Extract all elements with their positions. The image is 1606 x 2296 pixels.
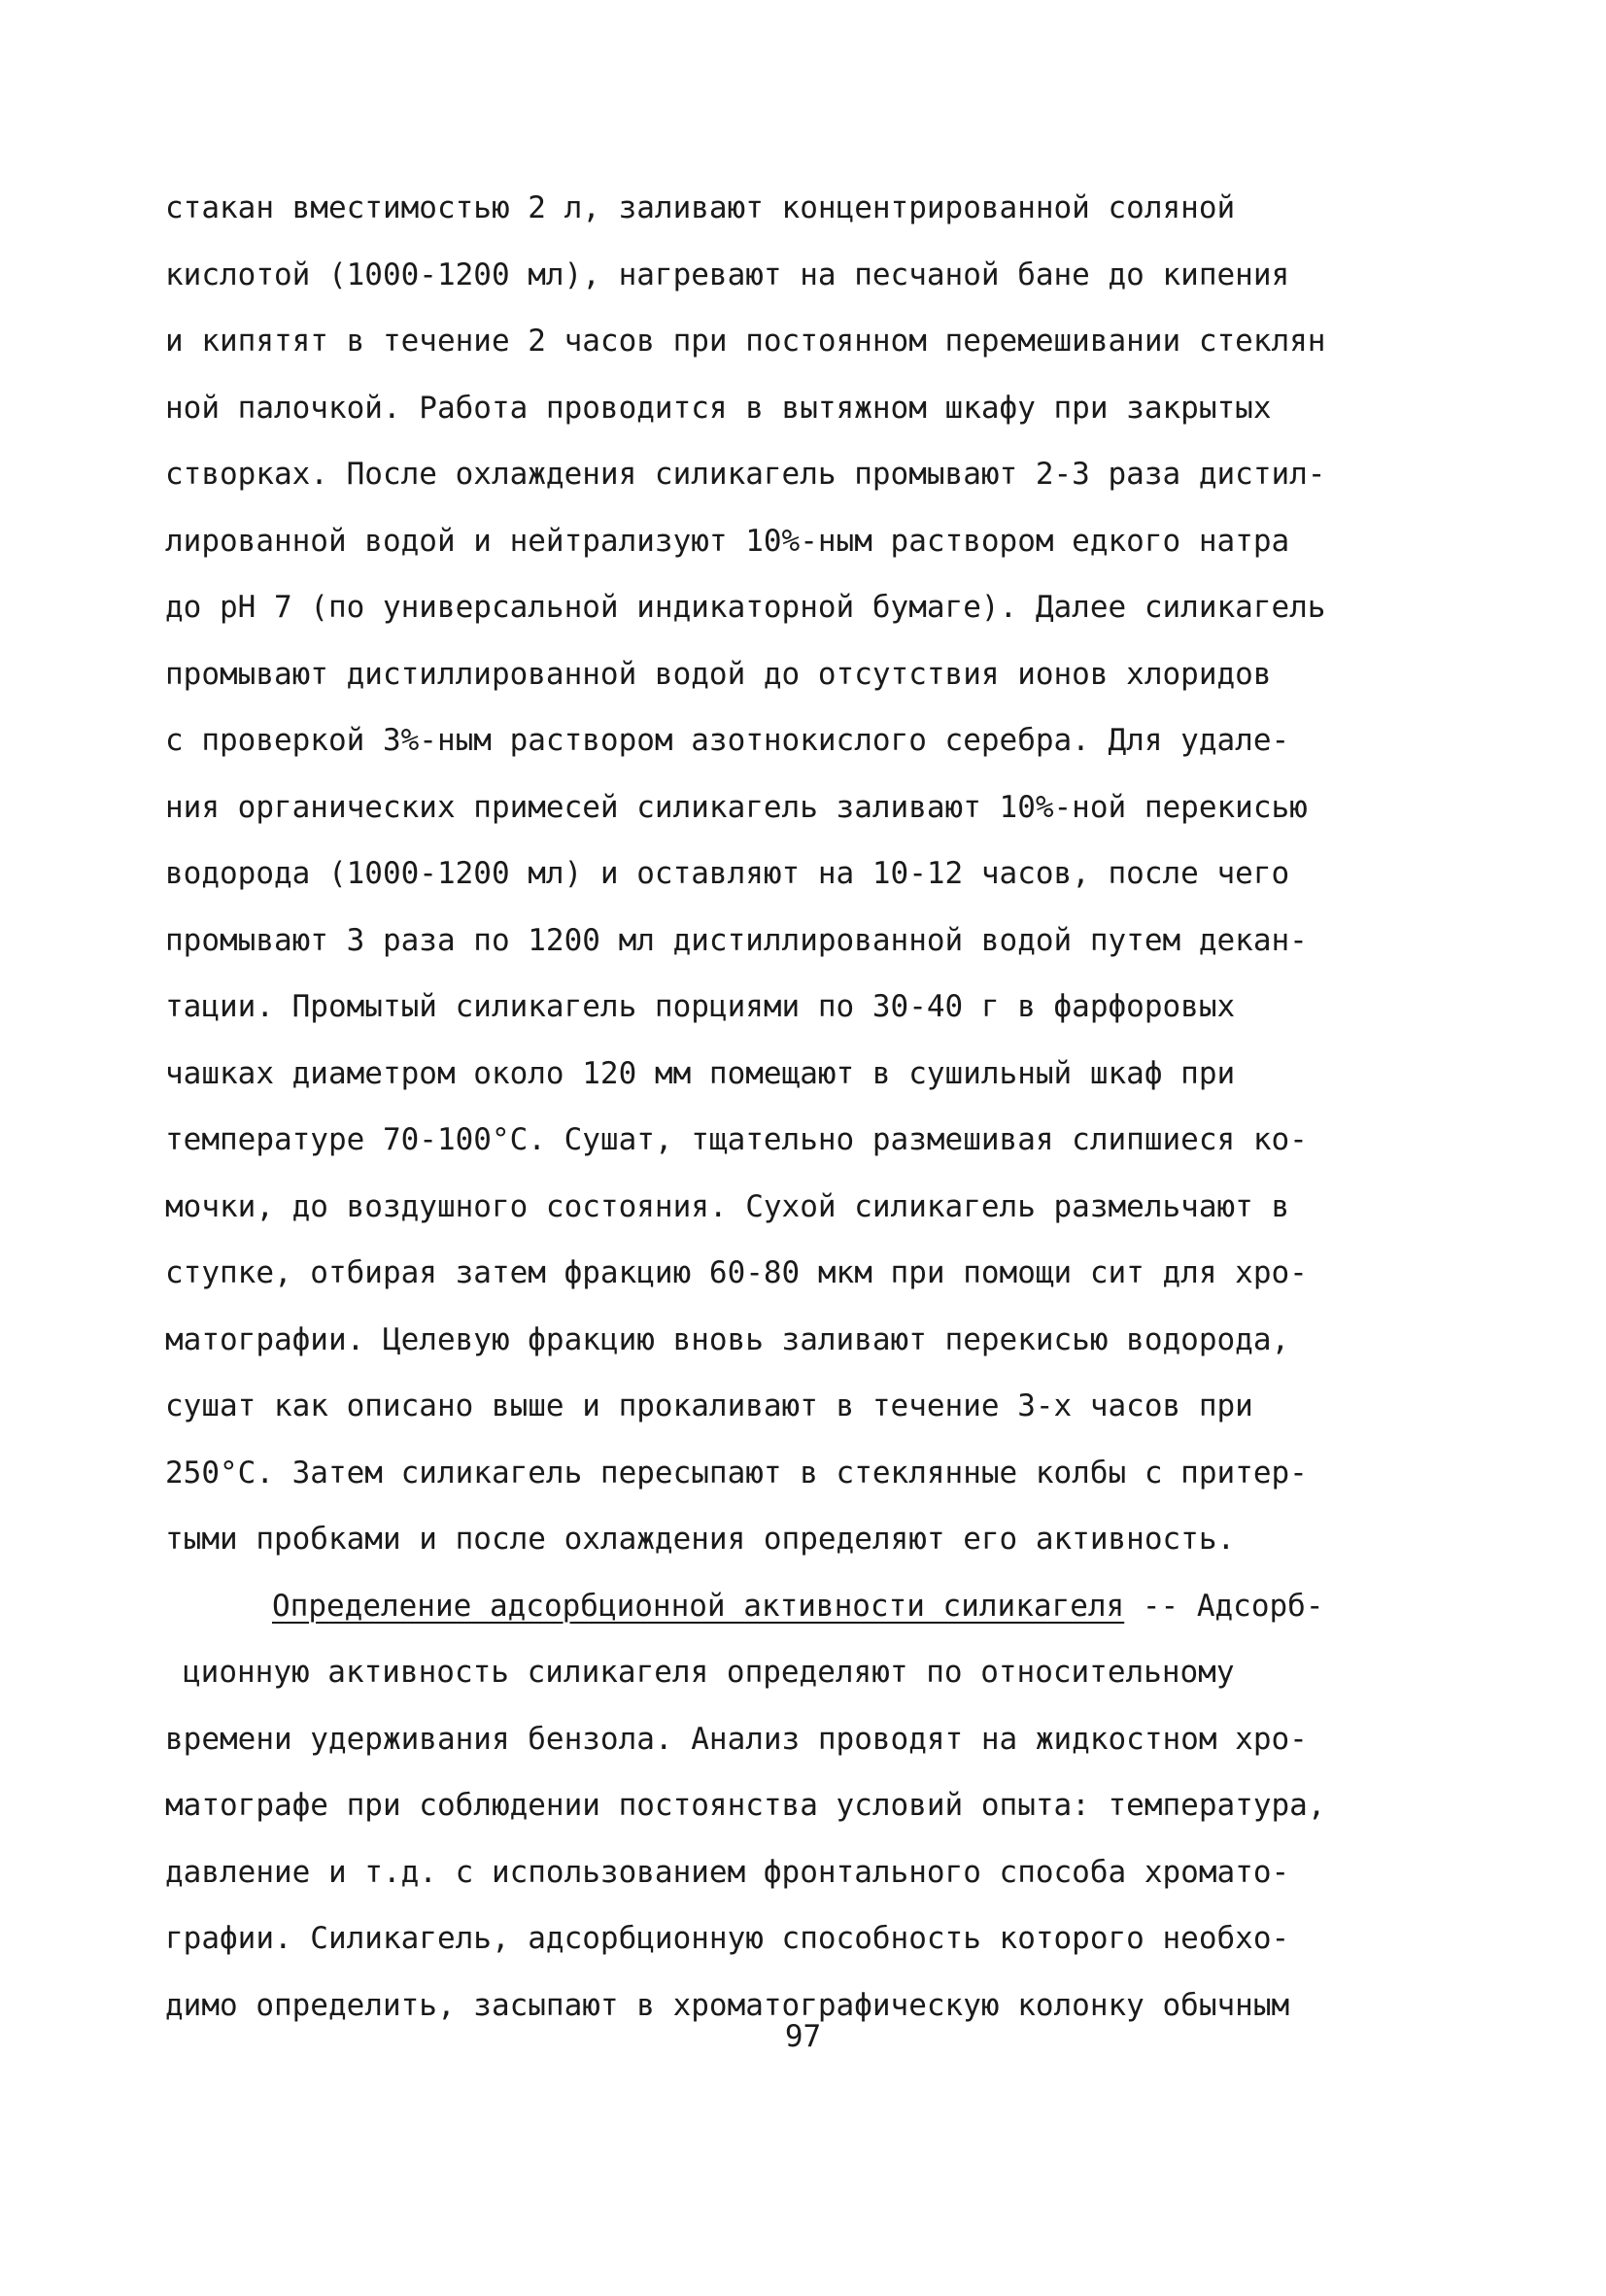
text-line: графии. Силикагель, адсорбционную способность которого необхо- — [165, 1921, 1290, 1956]
text-line: тации. Промытый силикагель порциями по 30-40 г в фарфоровых — [165, 989, 1236, 1024]
text-line: температуре 70-100°С. Сушат, тщательно размешивая слипшиеся ко- — [165, 1122, 1308, 1157]
text-line: матографе при соблюдении постоянства условий опыта: температура, — [165, 1788, 1326, 1823]
text-line: мочки, до воздушного состояния. Сухой силикагель размельчают в — [165, 1188, 1290, 1224]
text-line: ступке, отбирая затем фракцию 60-80 мкм при помощи сит для хро- — [165, 1255, 1308, 1290]
text-line: лированной водой и нейтрализуют 10%-ным раствором едкого натра — [165, 523, 1290, 559]
text-line: стакан вместимостью 2 л, заливают концентрированной соляной — [165, 190, 1236, 225]
section-heading-tail: -- Адсорб- — [1124, 1588, 1324, 1624]
text-line: ционную активность силикагеля определяют по относительному — [183, 1655, 1235, 1690]
text-line: матографии. Целевую фракцию вновь заливают перекисью водорода, — [165, 1321, 1290, 1357]
text-line: давление и т.д. с использованием фронтального способа хромато- — [165, 1854, 1290, 1890]
text-line: до pH 7 (по универсальной индикаторной бумаге). Далее силикагель — [165, 590, 1326, 625]
text-line: промывают 3 раза по 1200 мл дистиллированной водой путем декан- — [165, 922, 1308, 958]
text-line: времени удерживания бензола. Анализ проводят на жидкостном хро- — [165, 1721, 1308, 1757]
text-line: димо определить, засыпают в хроматографическую колонку обычным — [165, 1987, 1290, 2023]
text-line: с проверкой 3%-ным раствором азотнокислого серебра. Для удале- — [165, 723, 1290, 758]
body-text — [165, 175, 1467, 2039]
text-line: и кипятят в течение 2 часов при постоянном перемешивании стеклян — [165, 324, 1326, 359]
section-heading: Определение адсорбционной активности силикагеля — [272, 1588, 1125, 1624]
text-line: водорода (1000-1200 мл) и оставляют на 10-12 часов, после чего — [165, 856, 1290, 891]
text-line: кислотой (1000-1200 мл), нагревают на песчаной бане до кипения — [165, 257, 1290, 292]
page-number: 97 — [784, 2019, 822, 2054]
text-line: створках. После охлаждения силикагель промывают 2-3 раза дистил- — [165, 457, 1326, 492]
text-line: тыми пробками и после охлаждения определяют его активность. — [165, 1522, 1236, 1557]
text-line: сушат как описано выше и прокаливают в течение 3-х часов при — [165, 1388, 1253, 1423]
text-line: 250°С. Затем силикагель пересыпают в стеклянные колбы с притер- — [165, 1455, 1308, 1491]
text-line: промывают дистиллированной водой до отсутствия ионов хлоридов — [165, 656, 1272, 692]
section-heading-line — [165, 1573, 1467, 1640]
text-line: ния органических примесей силикагель заливают 10%-ной перекисью — [165, 789, 1308, 825]
text-line: чашках диаметром около 120 мм помещают в сушильный шкаф при — [165, 1055, 1236, 1091]
text-line: ной палочкой. Работа проводится в вытяжном шкафу при закрытых — [165, 390, 1272, 426]
